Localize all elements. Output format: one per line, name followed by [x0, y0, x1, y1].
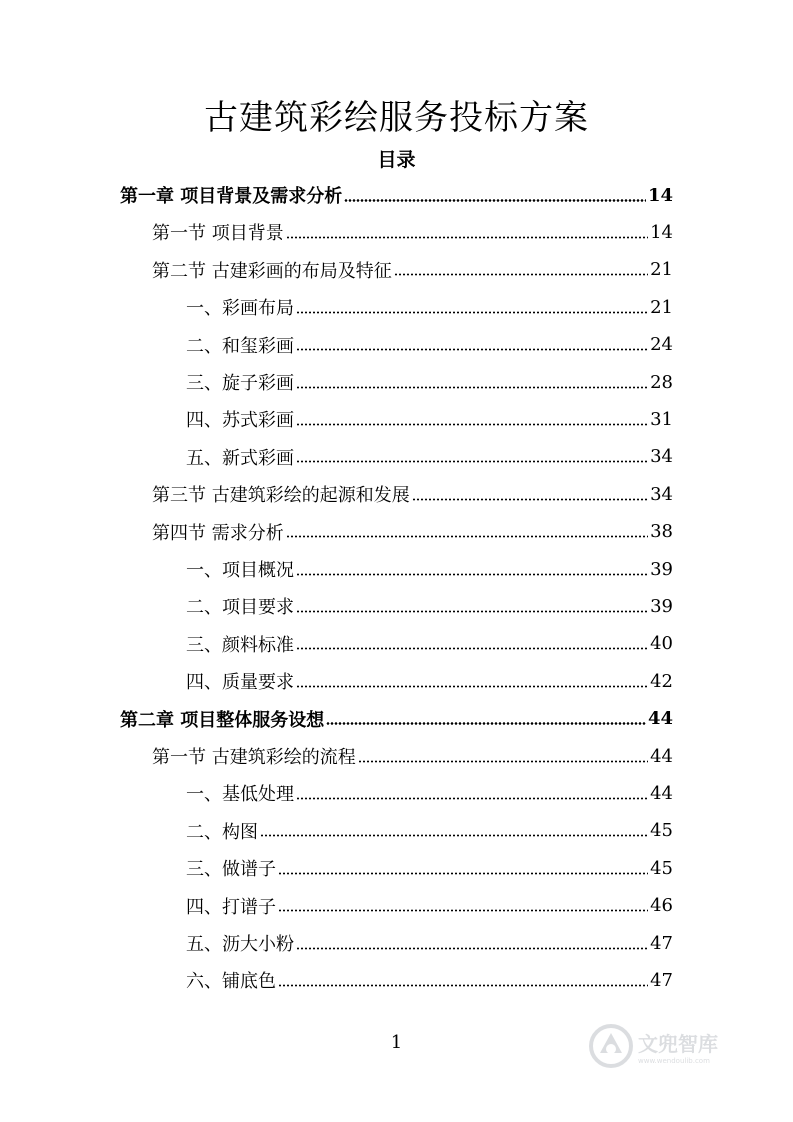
toc-entry-title: 一、基低处理 — [186, 784, 294, 806]
document-title: 古建筑彩绘服务投标方案 — [204, 98, 589, 138]
toc-entry[interactable] — [186, 774, 673, 812]
toc-entry[interactable] — [186, 587, 673, 625]
toc-leader-dots — [278, 909, 648, 912]
toc-leader-dots — [286, 236, 648, 239]
watermark-url: www.wendoulib.com — [638, 1056, 710, 1065]
toc-leader-dots — [278, 872, 648, 875]
toc-leader-dots — [394, 273, 648, 276]
toc-entry-page: 38 — [650, 521, 673, 543]
toc-leader-dots — [296, 573, 648, 576]
toc-entry-page: 21 — [650, 296, 673, 318]
toc-entry-title: 五、新式彩画 — [186, 447, 294, 469]
toc-entry-page: 44 — [647, 708, 673, 730]
toc-entry-page: 39 — [650, 595, 673, 617]
toc-leader-dots — [296, 647, 648, 650]
toc-entry-page: 45 — [650, 820, 673, 842]
toc-entry-page: 34 — [650, 483, 673, 505]
toc-entry-title: 第一节 项目背景 — [152, 223, 284, 245]
toc-entry[interactable] — [186, 363, 673, 401]
toc-entry-page: 28 — [650, 371, 673, 393]
toc-entry[interactable] — [152, 475, 673, 513]
toc-entry[interactable] — [186, 924, 673, 962]
toc-entry-title: 六、铺底色 — [186, 971, 276, 993]
toc-leader-dots — [296, 947, 648, 950]
toc-entry-page: 24 — [650, 334, 673, 356]
toc-entry-page: 40 — [650, 633, 673, 655]
toc-entry-page: 46 — [650, 895, 673, 917]
toc-entry[interactable] — [186, 625, 673, 663]
toc-entry-title: 二、构图 — [186, 821, 258, 843]
toc-entry[interactable] — [186, 326, 673, 364]
toc-entry[interactable] — [152, 213, 673, 251]
toc-entry[interactable] — [186, 288, 673, 326]
toc-entry[interactable] — [186, 400, 673, 438]
toc-entry-page: 45 — [650, 857, 673, 879]
toc-entry-title: 三、颜料标准 — [186, 634, 294, 656]
toc-leader-dots — [296, 311, 648, 314]
toc-entry-page: 21 — [650, 259, 673, 281]
toc-entry[interactable] — [152, 251, 673, 289]
toc-entry[interactable] — [186, 849, 673, 887]
toc-leader-dots — [296, 460, 648, 463]
toc-entry-title: 五、沥大小粉 — [186, 934, 294, 955]
toc-leader-dots — [296, 386, 648, 389]
toc-entry[interactable] — [152, 737, 673, 775]
toc-leader-dots — [296, 610, 648, 613]
toc-entry-title: 第一节 古建筑彩绘的流程 — [152, 747, 356, 768]
toc-entry-title: 第一章 项目背景及需求分析 — [120, 186, 343, 207]
toc-entry-page: 34 — [650, 446, 673, 468]
toc-entry[interactable] — [186, 662, 673, 700]
toc-entry-title: 三、做谱子 — [186, 859, 276, 881]
toc-entry[interactable] — [186, 887, 673, 925]
toc-entry-page: 44 — [650, 745, 673, 767]
toc-entry-title: 一、彩画布局 — [186, 298, 294, 320]
toc-entry-page: 31 — [650, 408, 673, 430]
watermark-name: 文兜智库 — [638, 1031, 718, 1056]
toc-entry[interactable] — [186, 438, 673, 476]
toc-entry-page: 42 — [650, 670, 673, 692]
toc-entry-title: 第二节 古建彩画的布局及特征 — [152, 260, 392, 282]
toc-entry-title: 第三节 古建筑彩绘的起源和发展 — [152, 485, 410, 507]
toc-entry-title: 第四节 需求分析 — [152, 522, 284, 544]
page-number: 1 — [390, 1032, 403, 1053]
toc-entry-page: 47 — [650, 932, 673, 954]
watermark — [588, 1022, 758, 1070]
toc-entry[interactable] — [152, 513, 673, 551]
toc-heading: 目录 — [377, 149, 416, 171]
toc-entry-page: 14 — [647, 184, 673, 206]
toc-entry-title: 二、项目要求 — [186, 597, 294, 619]
toc-entry[interactable] — [120, 700, 673, 738]
toc-leader-dots — [326, 722, 646, 725]
toc-entry[interactable] — [120, 176, 673, 214]
toc-leader-dots — [286, 535, 648, 538]
toc-entry[interactable] — [186, 961, 673, 999]
toc-entry[interactable] — [186, 550, 673, 588]
toc-entry-page: 47 — [650, 969, 673, 991]
toc-entry-title: 四、打谱子 — [186, 896, 276, 918]
toc-leader-dots — [296, 423, 648, 426]
toc-leader-dots — [296, 685, 648, 688]
toc-leader-dots — [296, 348, 648, 351]
toc-entry-title: 二、和玺彩画 — [186, 335, 294, 357]
toc-leader-dots — [358, 760, 648, 763]
toc-entry-title: 第二章 项目整体服务设想 — [120, 709, 325, 731]
toc-leader-dots — [412, 498, 648, 501]
toc-leader-dots — [260, 834, 648, 837]
toc-leader-dots — [296, 797, 648, 800]
toc-entry-title: 四、苏式彩画 — [186, 410, 294, 432]
toc-leader-dots — [278, 984, 648, 987]
toc-entry-title: 三、旋子彩画 — [186, 373, 294, 394]
wendou-logo-icon — [588, 1023, 634, 1069]
toc-entry-page: 39 — [650, 558, 673, 580]
toc-entry-page: 14 — [650, 221, 673, 243]
toc-entry-page: 44 — [650, 782, 673, 804]
toc-entry-title: 一、项目概况 — [186, 560, 294, 581]
toc-leader-dots — [344, 199, 646, 202]
toc-entry-title: 四、质量要求 — [186, 672, 294, 694]
toc-entry[interactable] — [186, 812, 673, 850]
